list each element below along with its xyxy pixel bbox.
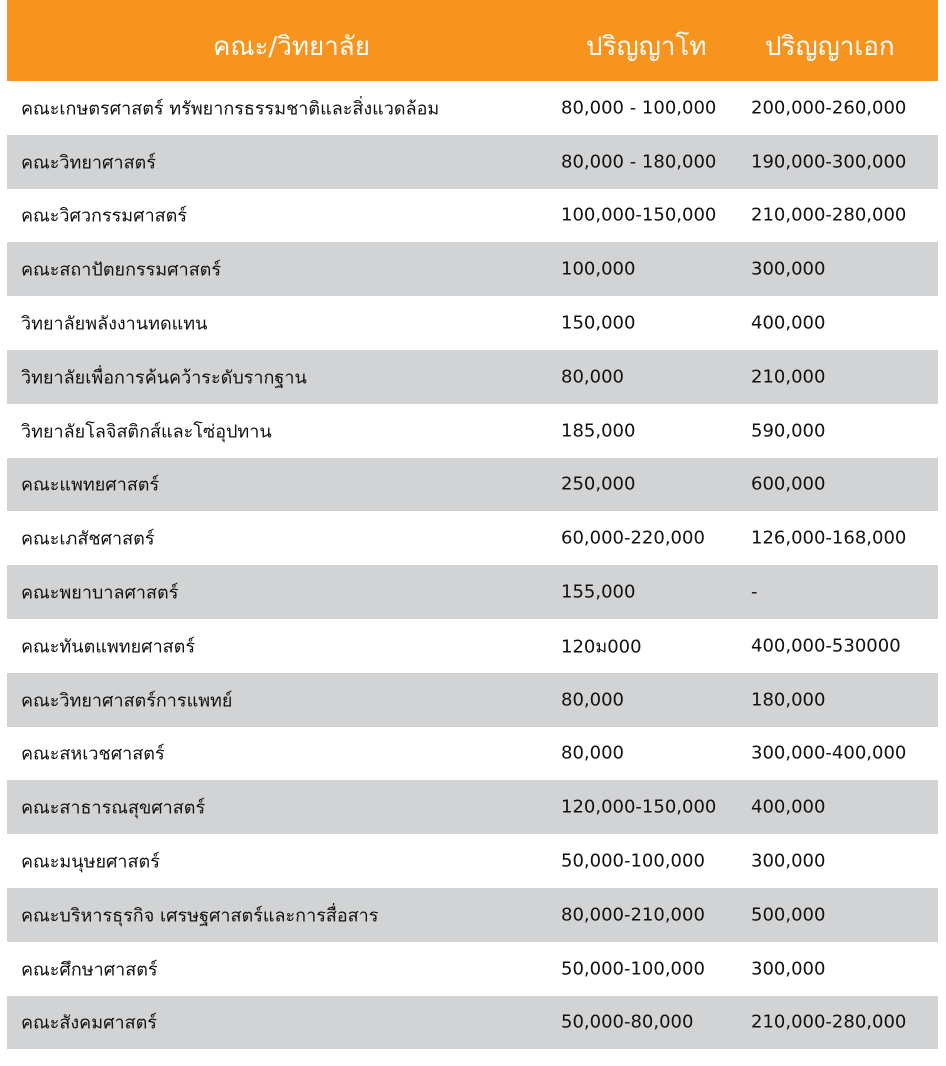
doctor-fee-cell: 300,000 [751, 850, 826, 872]
faculty-cell: คณะวิทยาศาสตร์การแพทย์ [21, 690, 233, 712]
faculty-cell: คณะบริหารธุรกิจ เศรษฐศาสตร์และการสื่อสาร [21, 905, 379, 927]
doctor-fee-cell: 400,000 [751, 796, 826, 818]
table-row [7, 942, 938, 996]
doctor-fee-cell: 300,000-400,000 [751, 742, 907, 764]
table-row [7, 780, 938, 834]
doctor-fee-cell: 300,000 [751, 258, 826, 280]
faculty-cell: วิทยาลัยพลังงานทดแทน [21, 313, 208, 335]
doctor-fee-cell: 300,000 [751, 958, 826, 980]
table-row [7, 834, 938, 888]
faculty-cell: คณะสหเวชศาสตร์ [21, 743, 165, 765]
faculty-cell: คณะวิทยาศาสตร์ [21, 152, 156, 174]
doctor-fee-cell: 500,000 [751, 904, 826, 926]
faculty-cell: คณะพยาบาลศาสตร์ [21, 582, 179, 604]
table-row [7, 565, 938, 619]
master-fee-cell: 80,000 - 100,000 [561, 97, 717, 119]
master-fee-cell: 185,000 [561, 420, 636, 442]
doctor-fee-cell: 180,000 [751, 689, 826, 711]
master-fee-cell: 50,000-100,000 [561, 850, 705, 872]
master-fee-cell: 100,000 [561, 258, 636, 280]
table-row [7, 350, 938, 404]
table-row [7, 619, 938, 673]
table-row [7, 888, 938, 942]
master-fee-cell: 80,000 [561, 366, 624, 388]
master-fee-cell: 50,000-100,000 [561, 958, 705, 980]
faculty-cell: คณะทันตแพทยศาสตร์ [21, 636, 196, 658]
header-faculty: คณะ/วิทยาลัย [213, 32, 370, 62]
table-header [7, 0, 938, 81]
table-row [7, 996, 938, 1050]
master-fee-cell: 60,000-220,000 [561, 527, 705, 549]
table-row [7, 673, 938, 727]
table-row [7, 189, 938, 243]
master-fee-cell: 155,000 [561, 581, 636, 603]
faculty-cell: คณะศึกษาศาสตร์ [21, 959, 158, 981]
tuition-table [7, 0, 938, 1049]
faculty-cell: คณะแพทยศาสตร์ [21, 474, 160, 496]
doctor-fee-cell: 210,000 [751, 366, 826, 388]
master-fee-cell: 80,000 - 180,000 [561, 151, 717, 173]
master-fee-cell: 250,000 [561, 473, 636, 495]
master-fee-cell: 100,000-150,000 [561, 204, 717, 226]
table-row [7, 242, 938, 296]
doctor-fee-cell: 400,000 [751, 312, 826, 334]
faculty-cell: คณะเภสัชศาสตร์ [21, 528, 155, 550]
faculty-cell: คณะวิศวกรรมศาสตร์ [21, 205, 188, 227]
faculty-cell: คณะมนุษยศาสตร์ [21, 851, 160, 873]
table-row [7, 511, 938, 565]
doctor-fee-cell: 190,000-300,000 [751, 151, 907, 173]
table-row [7, 296, 938, 350]
master-fee-cell: 80,000 [561, 742, 624, 764]
table-row [7, 458, 938, 512]
table-row [7, 404, 938, 458]
table-row [7, 81, 938, 135]
master-fee-cell: 120ม000 [561, 636, 642, 658]
master-fee-cell: 80,000-210,000 [561, 904, 705, 926]
header-doctor: ปริญญาเอก [765, 32, 895, 62]
doctor-fee-cell: 200,000-260,000 [751, 97, 907, 119]
faculty-cell: วิทยาลัยโลจิสติกส์และโซ่อุปทาน [21, 421, 272, 443]
doctor-fee-cell: 600,000 [751, 473, 826, 495]
doctor-fee-cell: 126,000-168,000 [751, 527, 907, 549]
faculty-cell: วิทยาลัยเพื่อการค้นคว้าระดับรากฐาน [21, 367, 307, 389]
master-fee-cell: 120,000-150,000 [561, 796, 717, 818]
master-fee-cell: 80,000 [561, 689, 624, 711]
master-fee-cell: 50,000-80,000 [561, 1011, 694, 1033]
master-fee-cell: 150,000 [561, 312, 636, 334]
table-body [7, 81, 938, 1049]
faculty-cell: คณะสถาปัตยกรรมศาสตร์ [21, 259, 222, 281]
header-master: ปริญญาโท [586, 32, 707, 62]
doctor-fee-cell: 210,000-280,000 [751, 1011, 907, 1033]
doctor-fee-cell: 210,000-280,000 [751, 204, 907, 226]
faculty-cell: คณะสังคมศาสตร์ [21, 1012, 157, 1034]
faculty-cell: คณะเกษตรศาสตร์ ทรัพยากรธรรมชาติและสิ่งแวดล้อม [21, 98, 440, 120]
doctor-fee-cell: 400,000-530000 [751, 635, 901, 657]
doctor-fee-cell: - [751, 581, 758, 603]
table-row [7, 727, 938, 781]
doctor-fee-cell: 590,000 [751, 420, 826, 442]
table-row [7, 135, 938, 189]
faculty-cell: คณะสาธารณสุขศาสตร์ [21, 797, 206, 819]
